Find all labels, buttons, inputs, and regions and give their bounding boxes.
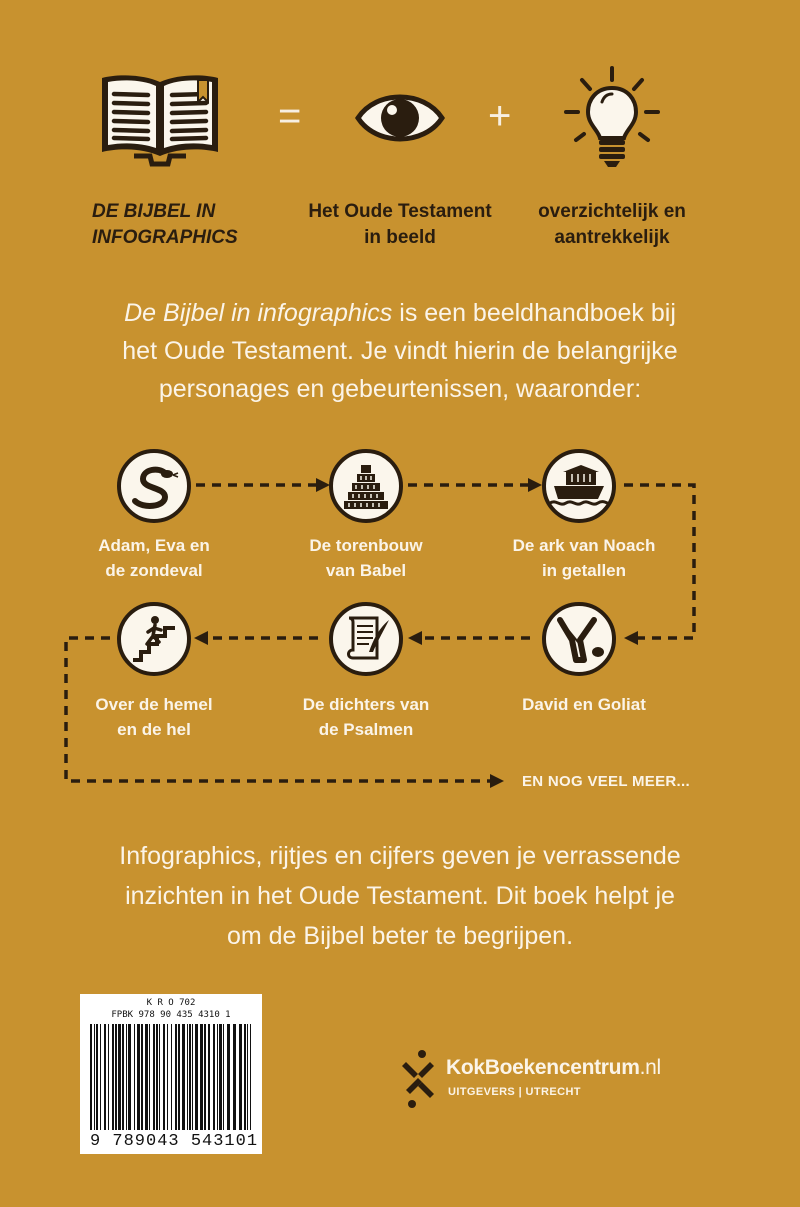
barcode-bar	[192, 1024, 193, 1130]
flow-label-psalmen: De dichters van de Psalmen	[302, 695, 430, 739]
slingshot-icon	[542, 602, 616, 676]
barcode-bar	[94, 1024, 95, 1130]
barcode-bar	[189, 1024, 191, 1130]
barcode-bar	[137, 1024, 140, 1130]
barcode-bar	[90, 1024, 92, 1130]
more-label: EN NOG VEEL MEER...	[522, 773, 690, 790]
equals-sign: =	[278, 94, 302, 138]
barcode-bar	[223, 1024, 224, 1130]
scroll-quill-icon	[329, 602, 403, 676]
barcode-bar	[208, 1024, 210, 1130]
stairs-walker-icon	[117, 602, 191, 676]
barcode-bar	[195, 1024, 198, 1130]
barcode-bar	[100, 1024, 101, 1130]
flow-label-babel: De torenbouw van Babel	[309, 536, 423, 580]
barcode-bar	[219, 1024, 222, 1130]
barcode-bars	[80, 1024, 262, 1134]
barcode-bar	[217, 1024, 218, 1130]
ark-icon	[542, 449, 616, 523]
barcode-bar	[247, 1024, 248, 1130]
barcode-bar	[167, 1024, 168, 1130]
barcode-bar	[178, 1024, 180, 1130]
flow-label-hemel-hel: Over de hemel en de hel	[95, 695, 213, 739]
caption-book: DE BIJBEL IN INFOGRAPHICS	[92, 201, 238, 248]
barcode-bar	[145, 1024, 148, 1130]
book-title-italic: De Bijbel in infographics	[124, 299, 393, 327]
barcode-bar	[108, 1024, 109, 1130]
publisher-subtitle: UITGEVERS | UTRECHT	[448, 1086, 581, 1098]
caption-bulb: overzichtelijk en aantrekkelijk	[538, 201, 686, 248]
barcode-bar	[163, 1024, 165, 1130]
plus-sign: +	[488, 94, 512, 138]
barcode-bar	[182, 1024, 185, 1130]
barcode-bar	[156, 1024, 158, 1130]
barcode-bar	[126, 1024, 127, 1130]
barcode-bar	[171, 1024, 172, 1130]
barcode-bar	[227, 1024, 230, 1130]
barcode-bar	[204, 1024, 206, 1130]
flow-label-noach: De ark van Noach in getallen	[512, 536, 656, 580]
barcode-bar	[153, 1024, 155, 1130]
barcode-bar	[122, 1024, 124, 1130]
barcode-bar	[239, 1024, 242, 1130]
barcode-bar	[118, 1024, 121, 1130]
barcode-code: K R O 702	[146, 998, 196, 1008]
flow-label-david: David en Goliat	[522, 695, 646, 714]
barcode-bar	[104, 1024, 106, 1130]
barcode-bar	[115, 1024, 117, 1130]
barcode-bar	[250, 1024, 251, 1130]
barcode-bar	[200, 1024, 203, 1130]
barcode-bar	[244, 1024, 246, 1130]
barcode-bar	[159, 1024, 160, 1130]
intro-paragraph: De Bijbel in infographics is een beeldhandboek bij het Oude Testament. Je vindt hierin de belangrijke personages en gebeurtenissen, waaronder:	[122, 299, 678, 403]
barcode-bar	[96, 1024, 98, 1130]
outro-paragraph: Infographics, rijtjes en cijfers geven je verrassende inzichten in het Oude Testament. Dit boek helpt je om de Bijbel beter te begrijpen.	[119, 842, 681, 950]
barcode-bar	[134, 1024, 135, 1130]
tower-of-babel-icon	[329, 449, 403, 523]
barcode-bar	[213, 1024, 215, 1130]
barcode-bar	[175, 1024, 177, 1130]
barcode-bar	[141, 1024, 143, 1130]
barcode-bar	[233, 1024, 236, 1130]
barcode-bar	[187, 1024, 188, 1130]
isbn-barcode	[80, 994, 262, 1154]
snake-icon	[117, 449, 191, 523]
barcode-bar	[149, 1024, 150, 1130]
barcode-bar	[128, 1024, 131, 1130]
publisher-name: KokBoekencentrum.nl	[446, 1056, 661, 1079]
barcode-number: 9 789043 543101	[90, 1132, 259, 1151]
kokboekencentrum-logo-icon	[396, 1048, 440, 1110]
barcode-bar	[112, 1024, 114, 1130]
barcode-fpbk: FPBK 978 90 435 4310 1	[111, 1010, 231, 1020]
flow-label-adam-eva: Adam, Eva en de zondeval	[98, 536, 210, 580]
caption-eye: Het Oude Testament in beeld	[308, 201, 492, 248]
